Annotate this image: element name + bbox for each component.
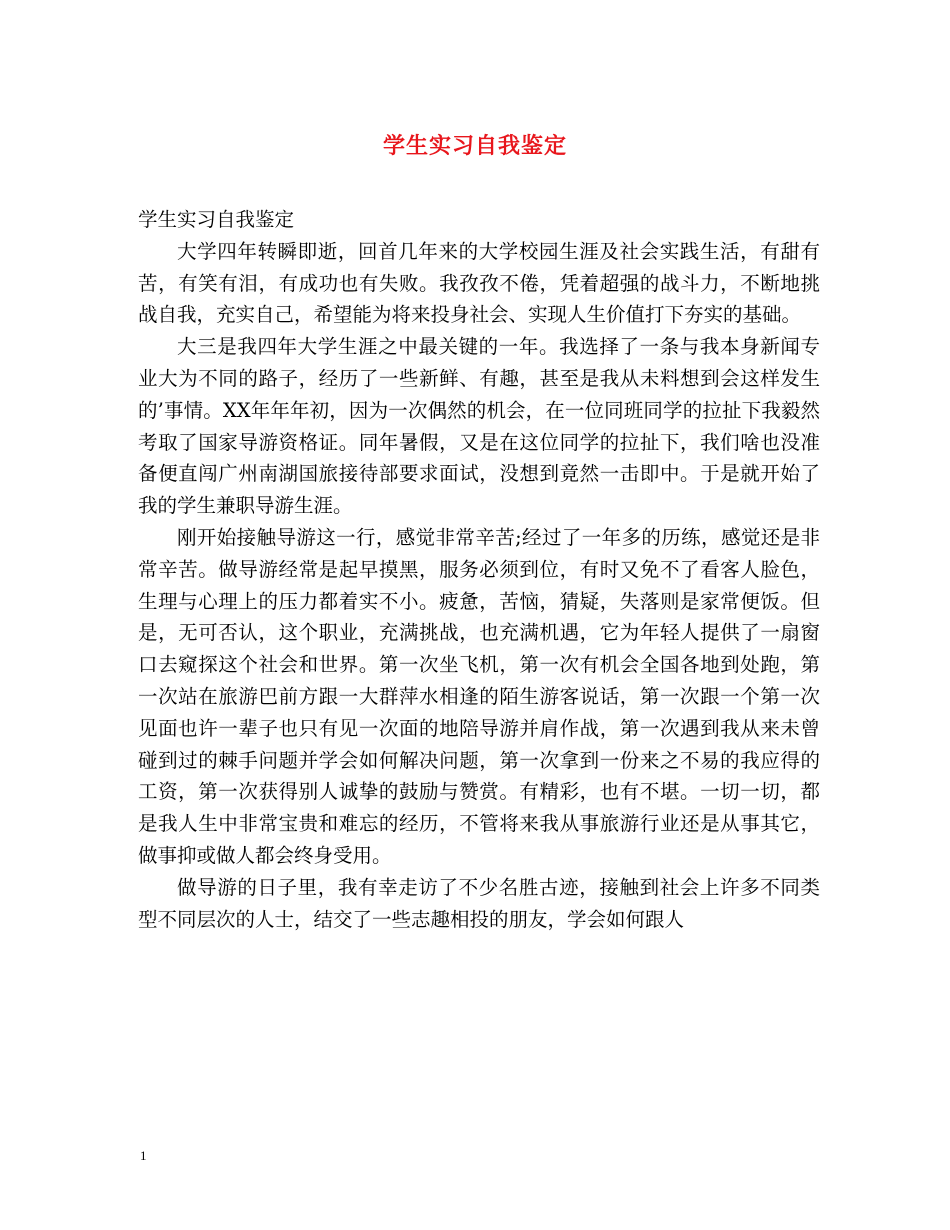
document-body (138, 204, 820, 935)
page-number: 1 (140, 1148, 147, 1163)
paragraph-1: 大学四年转瞬即逝，回首几年来的大学校园生涯及社会实践生活，有甜有苦，有笑有泪，有成功也有失败。我孜孜不倦，凭着超强的战斗力，不断地挑战自我，充实自己，希望能为将来投身社会、实现人生价值打下夯实的基础。 (138, 239, 820, 327)
paragraph-3: 刚开始接触导游这一行，感觉非常辛苦;经过了一年多的历练，感觉还是非常辛苦。做导游经常是起早摸黑，服务必须到位，有时又免不了看客人脸色，生理与心理上的压力都着实不小。疲惫，苦恼，猜疑，失落则是家常便饭。但是，无可否认，这个职业，充满挑战，也充满机遇，它为年轻人提供了一扇窗口去窥探这个社会和世界。第一次坐飞机，第一次有机会全国各地到处跑，第一次站在旅游巴前方跟一大群萍水相逢的陌生游客说话，第一次跟一个第一次见面也许一辈子也只有见一次面的地陪导游并肩作战，第一次遇到我从来未曾碰到过的棘手问题并学会如何解决问题，第一次拿到一份来之不易的我应得的工资，第一次获得别人诚挚的鼓励与赞赏。有精彩，也有不堪。一切一切，都是我人生中非常宝贵和难忘的经历，不管将来我从事旅游行业还是从事其它，做事抑或做人都会终身受用。 (138, 525, 820, 867)
paragraph-4: 做导游的日子里，我有幸走访了不少名胜古迹，接触到社会上许多不同类型不同层次的人士，结交了一些志趣相投的朋友，学会如何跟人 (138, 875, 820, 931)
document-title: 学生实习自我鉴定 (382, 133, 567, 159)
document-subtitle: 学生实习自我鉴定 (138, 208, 295, 231)
paragraph-2: 大三是我四年大学生涯之中最关键的一年。我选择了一条与我本身新闻专业大为不同的路子，经历了一些新鲜、有趣，甚至是我从未料想到会这样发生的’事情。XX年年年初，因为一次偶然的机会，在一位同班同学的拉扯下我毅然考取了国家导游资格证。同年暑假，又是在这位同学的拉扯下，我们啥也没准备便直闯广州南湖国旅接待部要求面试，没想到竟然一击即中。于是就开始了我的学生兼职导游生涯。 (138, 335, 820, 518)
